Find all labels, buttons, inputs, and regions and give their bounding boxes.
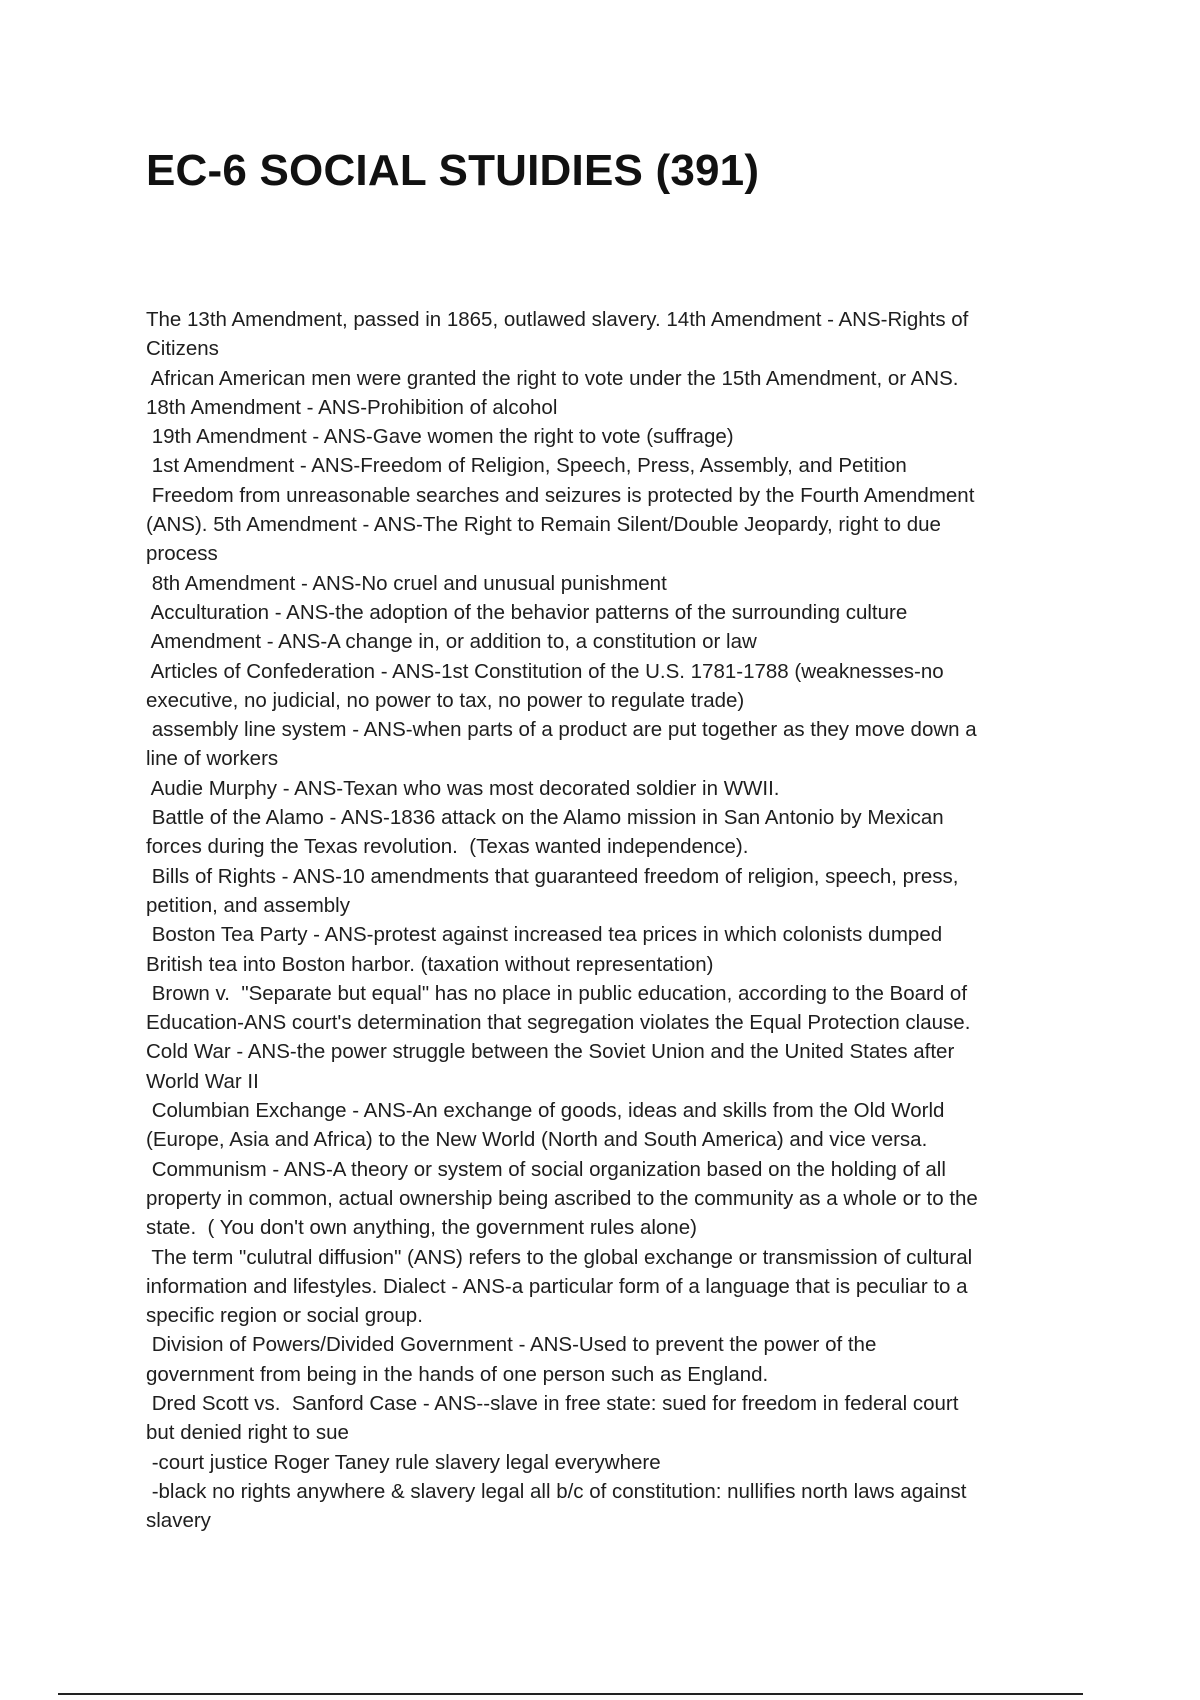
text-line: Columbian Exchange - ANS-An exchange of goods, ideas and skills from the Old World [146,1099,945,1123]
text-line: Cold War - ANS-the power struggle between the Soviet Union and the United States after [146,1040,955,1064]
text-line: line of workers [146,747,279,771]
text-line: Citizens [146,337,219,361]
text-line: Amendment - ANS-A change in, or addition to, a constitution or law [146,630,757,654]
text-line: Division of Powers/Divided Government - ANS-Used to prevent the power of the [146,1333,877,1357]
text-line: property in common, actual ownership being ascribed to the community as a whole or to the [146,1186,978,1210]
text-line: The term "culutral diffusion" (ANS) refers to the global exchange or transmission of cultural [146,1245,973,1269]
document-body [146,305,1046,1535]
text-line: but denied right to sue [146,1421,349,1445]
text-line: Acculturation - ANS-the adoption of the behavior patterns of the surrounding culture [146,600,908,624]
text-line: Audie Murphy - ANS-Texan who was most decorated soldier in WWII. [146,776,780,800]
text-line: 8th Amendment - ANS-No cruel and unusual punishment [146,571,667,595]
text-line: 1st Amendment - ANS-Freedom of Religion, Speech, Press, Assembly, and Petition [146,454,907,478]
text-line: process [146,542,218,566]
page-title: EC-6 SOCIAL STUIDIES (391) [146,146,760,195]
text-line: Freedom from unreasonable searches and seizures is protected by the Fourth Amendment [146,483,975,507]
text-line: British tea into Boston harbor. (taxation without representation) [146,952,714,976]
text-line: -court justice Roger Taney rule slavery legal everywhere [146,1450,661,1474]
text-line: assembly line system - ANS-when parts of a product are put together as they move down a [146,718,977,742]
text-line: Education-ANS court's determination that segregation violates the Equal Protection clause. [146,1011,971,1035]
text-line: -black no rights anywhere & slavery legal all b/c of constitution: nullifies north laws against [146,1479,967,1503]
text-line: Boston Tea Party - ANS-protest against increased tea prices in which colonists dumped [146,923,943,947]
text-line: specific region or social group. [146,1304,423,1328]
text-line: government from being in the hands of one person such as England. [146,1362,769,1386]
text-line: information and lifestyles. Dialect - ANS-a particular form of a language that is peculiar to a [146,1274,968,1298]
text-line: The 13th Amendment, passed in 1865, outlawed slavery. 14th Amendment - ANS-Rights of [146,308,969,331]
text-line: executive, no judicial, no power to tax, no power to regulate trade) [146,688,745,712]
text-line: 18th Amendment - ANS-Prohibition of alcohol [146,395,558,419]
text-line: slavery [146,1509,211,1533]
footer-divider [58,1693,1083,1695]
text-line: 19th Amendment - ANS-Gave women the right to vote (suffrage) [146,425,734,449]
text-line: Battle of the Alamo - ANS-1836 attack on the Alamo mission in San Antonio by Mexican [146,806,944,830]
text-line: Dred Scott vs. Sanford Case - ANS--slave in free state: sued for freedom in federal court [146,1391,959,1415]
text-line: state. ( You don't own anything, the government rules alone) [146,1216,697,1240]
text-line: World War II [146,1069,259,1093]
text-line: (Europe, Asia and Africa) to the New World (North and South America) and vice versa. [146,1128,928,1152]
text-line: African American men were granted the right to vote under the 15th Amendment, or ANS. [146,366,959,390]
text-line: forces during the Texas revolution. (Texas wanted independence). [146,835,749,859]
text-line: petition, and assembly [146,893,350,917]
text-line: (ANS). 5th Amendment - ANS-The Right to Remain Silent/Double Jeopardy, right to due [146,513,941,537]
text-line: Bills of Rights - ANS-10 amendments that guaranteed freedom of religion, speech, press, [146,864,959,888]
text-line: Brown v. "Separate but equal" has no place in public education, according to the Board of [146,981,968,1005]
text-line: Articles of Confederation - ANS-1st Constitution of the U.S. 1781-1788 (weaknesses-no [146,659,944,683]
text-line: Communism - ANS-A theory or system of social organization based on the holding of all [146,1157,946,1181]
